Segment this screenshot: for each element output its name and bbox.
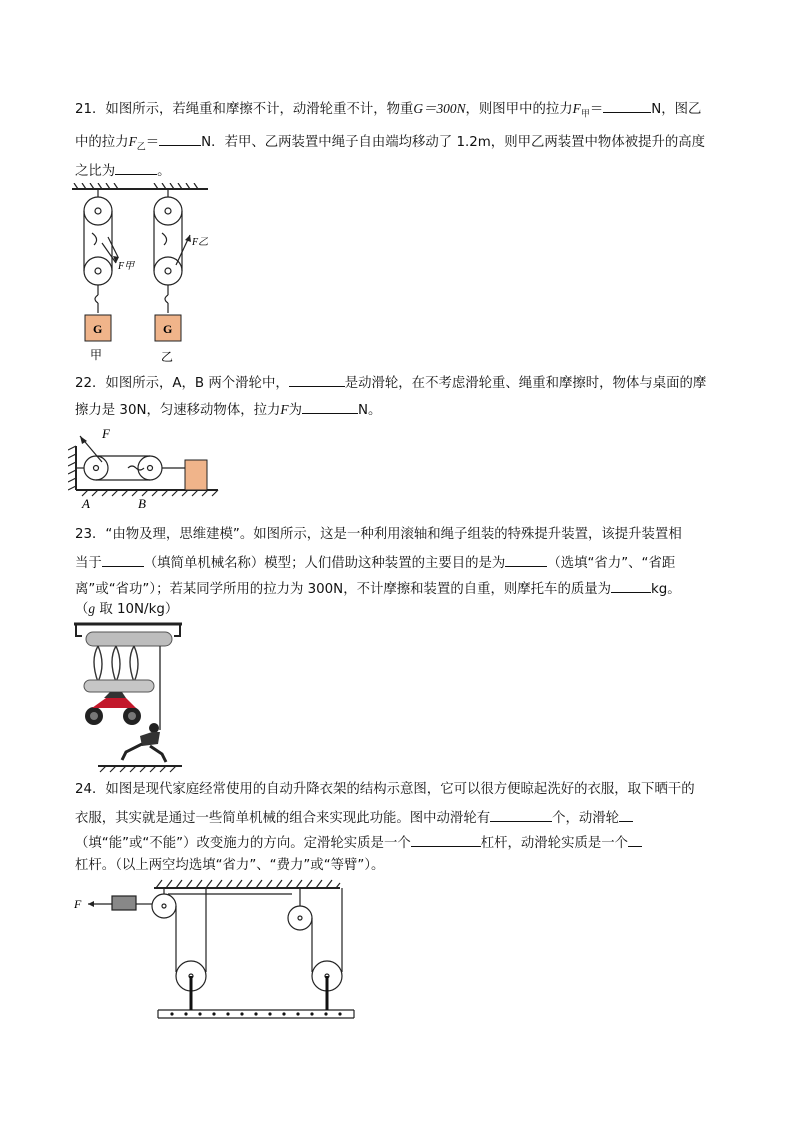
motorcycle [85, 692, 141, 725]
q22-fig-a: A [82, 496, 90, 511]
q21-f-jia: F [572, 101, 581, 116]
q22-pulley-figure [68, 424, 228, 512]
q21-line-3: 之比为 。 [75, 160, 171, 182]
lower-roller [84, 680, 154, 692]
q21-line-1: 21．如图所示，若绳重和摩擦不计，动滑轮重不计，物重G＝300N，则图甲中的拉力$F_甲= N$，图乙 [75, 98, 701, 125]
q22-fig-f: F [102, 426, 110, 441]
q21-g-value: G＝300N [413, 101, 466, 116]
answer-blank[interactable] [505, 552, 547, 567]
q22-fig-b: B [138, 496, 146, 511]
q24-line-1: 24．如图是现代家庭经常使用的自动升降衣架的结构示意图，它可以很方便晾起洗好的衣服，取下晒干的 [75, 782, 695, 797]
q21-fig-g: G [93, 322, 103, 336]
upper-roller [86, 632, 172, 646]
answer-blank[interactable] [611, 578, 651, 593]
answer-blank[interactable] [115, 160, 157, 175]
q23-line-3: 离”或“省功”）；若某同学所用的拉力为 300N，不计摩擦和装置的自重，则摩托车的质量为 kg。 [75, 578, 681, 600]
answer-blank[interactable] [289, 372, 345, 387]
answer-blank[interactable] [603, 98, 651, 113]
q23-line-1: 23．“由物及理，思维建模”。如图所示，这是一种利用滚轴和绳子组装的特殊提升装置，该提升装置相 [75, 527, 682, 542]
answer-blank[interactable] [411, 832, 481, 847]
q24-line-4: 杠杆。（以上两空均选填“省力”、“费力”或“等臂”）。 [75, 858, 385, 873]
q23-line-4: （g 取 10N/kg） [75, 601, 179, 617]
q23-lift-figure [70, 620, 190, 776]
answer-blank[interactable] [159, 131, 201, 146]
q22-line-2: 擦力是 30N，匀速移动物体，拉力F为 N。 [75, 399, 381, 421]
q21-fig-f-yi: F乙 [192, 237, 209, 248]
answer-blank[interactable] [102, 552, 144, 567]
q21-line-2: 中的拉力$F_乙= N$．若甲、乙两装置中绳子自由端均移动了 1.2m，则甲乙两装置中物体被提升的高度 [75, 131, 705, 158]
q24-line-3: （填“能”或“不能”）改变施力的方向。定滑轮实质是一个 杠杆，动滑轮实质是一个 [75, 832, 642, 854]
q24-fig-f: F [74, 897, 82, 911]
answer-blank[interactable] [619, 807, 633, 822]
q21-fig-g: G [163, 322, 173, 336]
q21-pulley-figure [68, 183, 218, 365]
q21-fig-f-jia: F甲 [118, 261, 135, 272]
answer-blank[interactable] [302, 399, 358, 414]
q21-label-jia: 甲 [90, 348, 103, 362]
q24-line-2: 衣服，其实就是通过一些简单机械的组合来实现此功能。图中动滑轮有 个，动滑轮 [75, 807, 633, 829]
answer-blank[interactable] [628, 832, 642, 847]
answer-blank[interactable] [490, 807, 552, 822]
q21-f-yi: F [128, 134, 137, 149]
q22-line-1: 22．如图所示，A，B 两个滑轮中， 是动滑轮，在不考虑滑轮重、绳重和摩擦时，物体与桌面的摩 [75, 372, 706, 394]
object-block [185, 460, 207, 490]
q21-label-yi: 乙 [161, 350, 174, 364]
q24-clothes-rack-figure [70, 876, 360, 1024]
q23-line-2: 当于 （填简单机械名称）模型；人们借助这种装置的主要目的是为 （选填“省力”、“省距 [75, 552, 675, 574]
